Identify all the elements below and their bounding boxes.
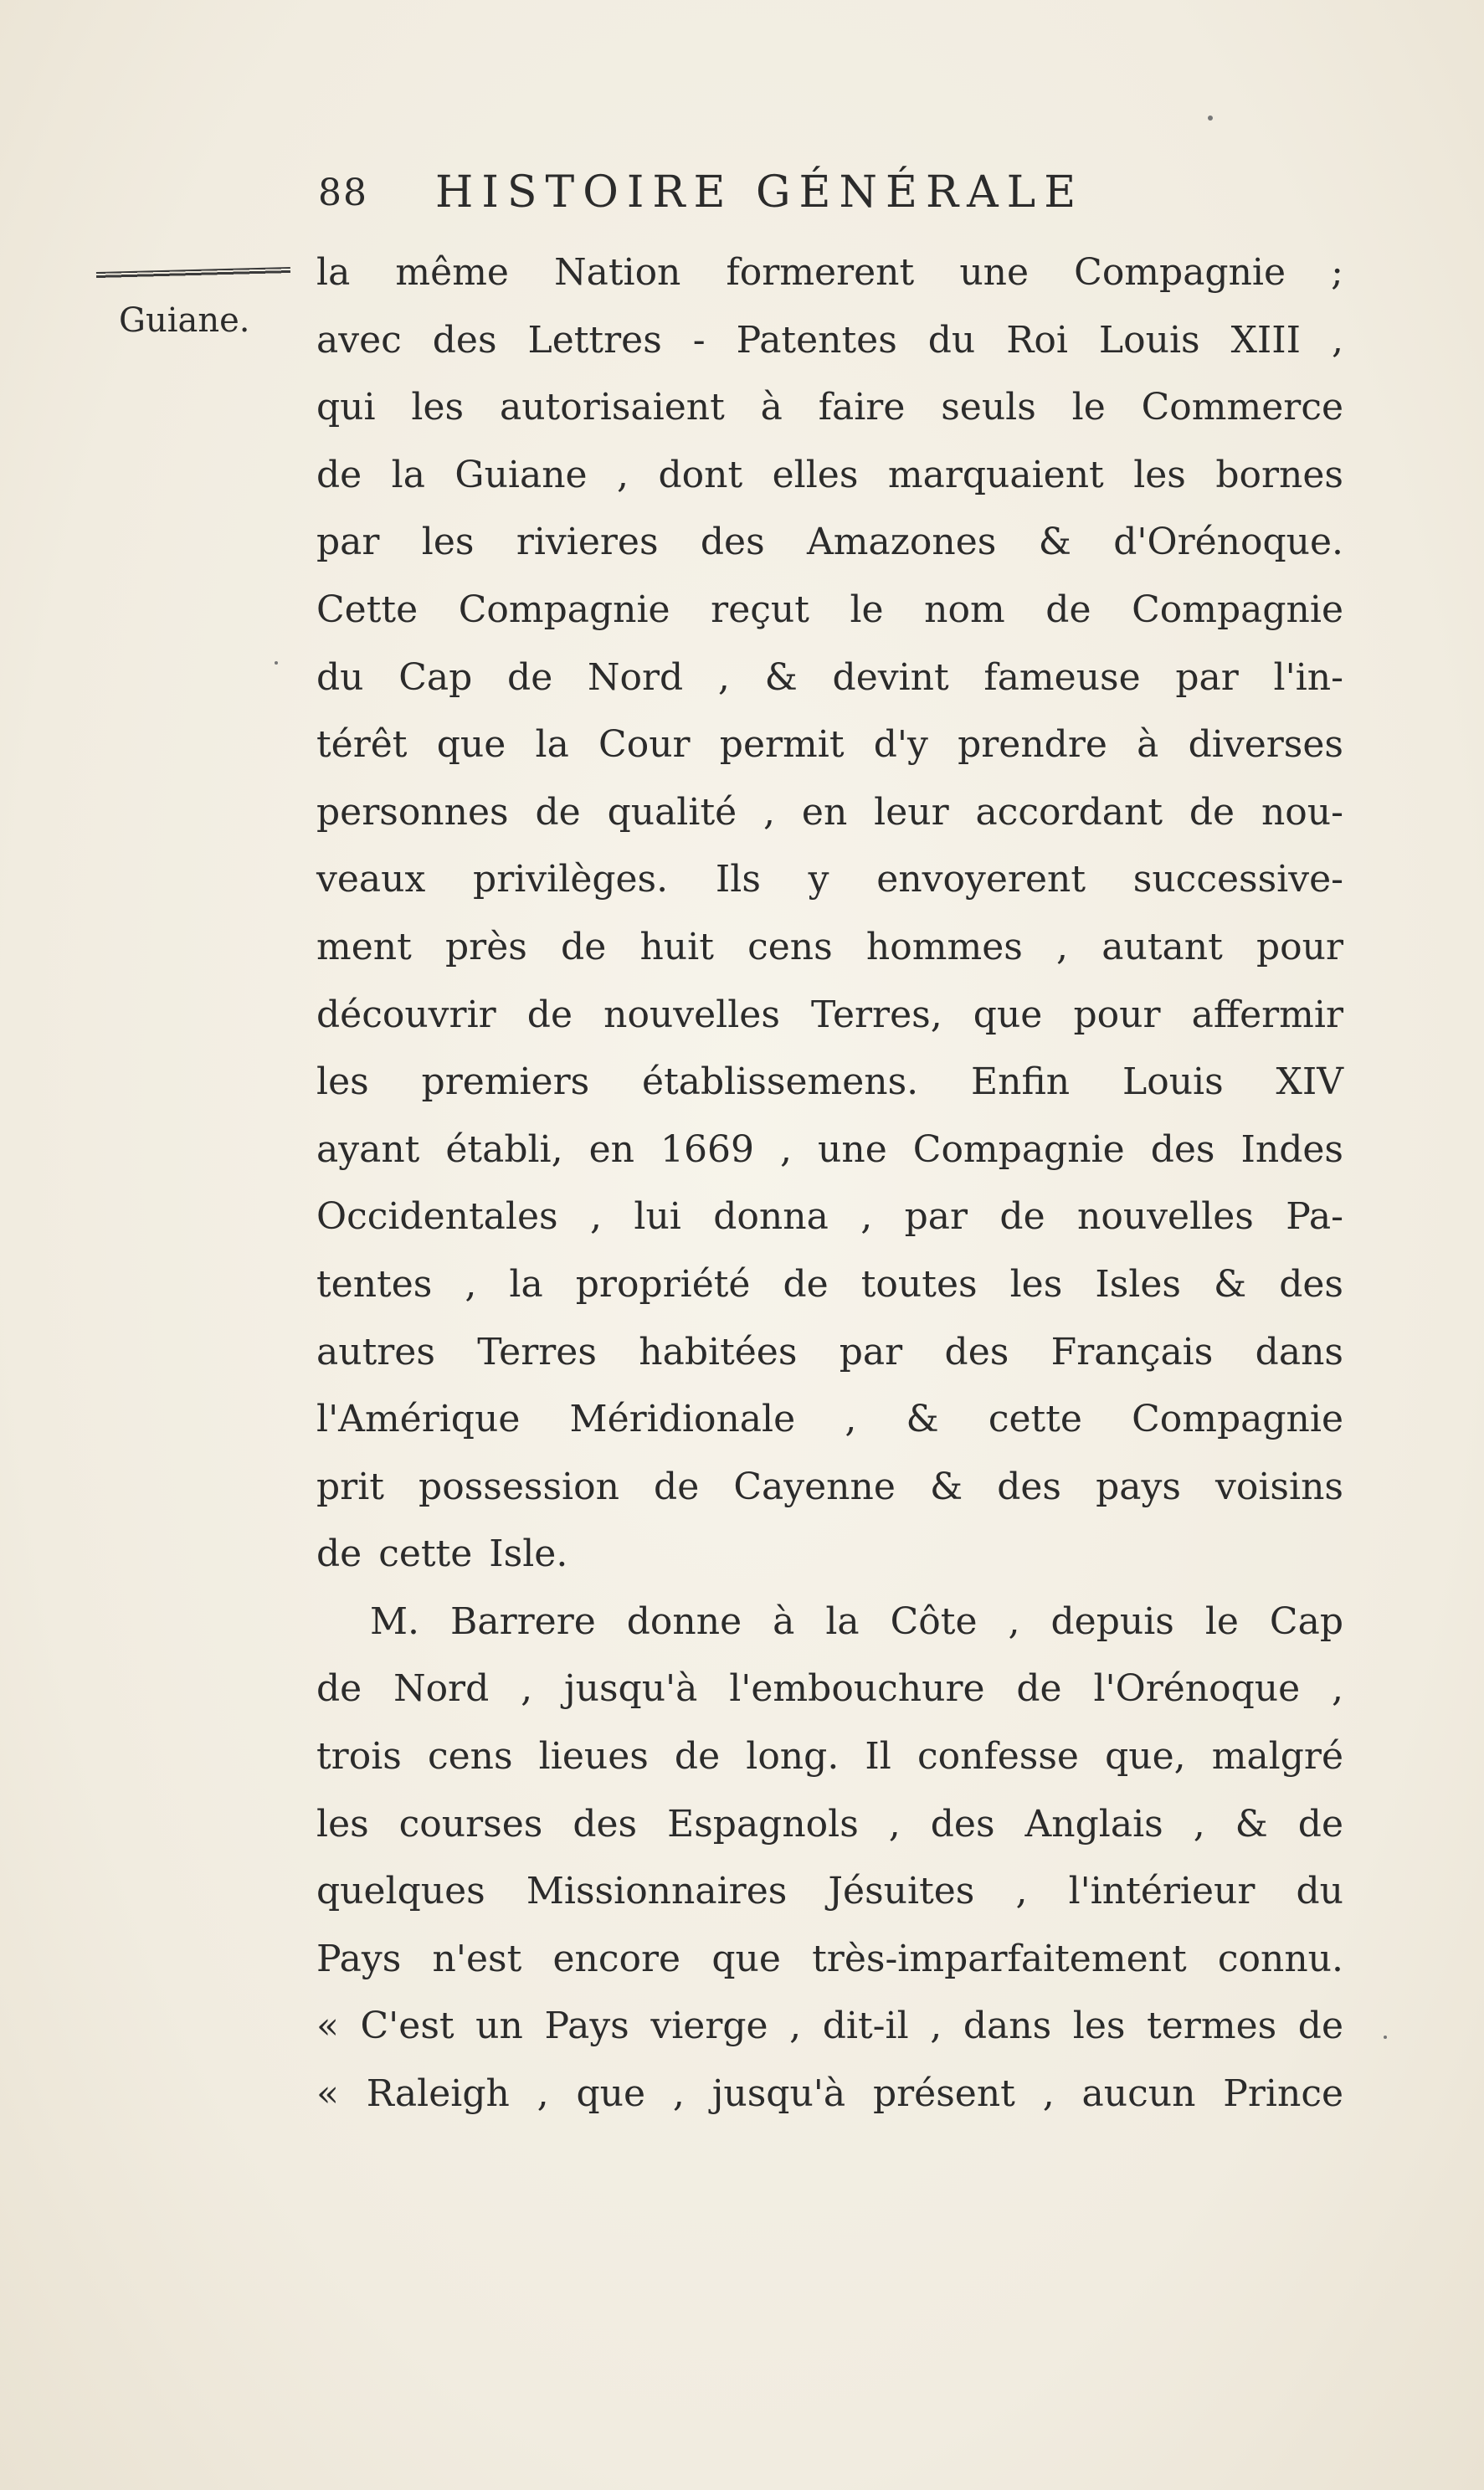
paper-speck — [1384, 2036, 1387, 2039]
text-line: découvrir de nouvelles Terres, que pour affermir — [316, 993, 1343, 1036]
text-line: trois cens lieues de long. Il confesse que, malgré — [316, 1735, 1343, 1779]
text-line: térêt que la Cour permit d'y prendre à diverses — [316, 723, 1343, 767]
text-line: autres Terres habitées par des Français dans — [316, 1330, 1343, 1373]
text-line: veaux privilèges. Ils y envoyerent successive- — [316, 858, 1343, 901]
text-line: « Raleigh , que , jusqu'à présent , aucun Prince — [316, 2072, 1343, 2116]
text-line: la même Nation formerent une Compagnie ; — [316, 251, 1343, 294]
text-line: ment près de huit cens hommes , autant pour — [316, 925, 1343, 968]
text-line: Occidentales , lui donna , par de nouvelles Pa- — [316, 1195, 1343, 1239]
margin-note: Guiane. — [119, 301, 250, 340]
text-line: « C'est un Pays vierge , dit-il , dans les termes de — [316, 2005, 1343, 2048]
paper-speck — [275, 661, 278, 665]
page-number: 88 — [318, 171, 368, 214]
body-text — [316, 239, 1343, 2128]
text-line: de la Guiane , dont elles marquaient les bornes — [316, 453, 1343, 496]
text-line: ayant établi, en 1669 , une Compagnie des Indes — [316, 1127, 1343, 1171]
page-header — [318, 163, 1239, 222]
text-line: qui les autorisaient à faire seuls le Commerce — [316, 386, 1343, 429]
paragraph-start-line: M. Barrere donne à la Côte , depuis le Cap — [370, 1599, 1343, 1643]
text-line: Cette Compagnie reçut le nom de Compagnie — [316, 588, 1343, 631]
text-line: les premiers établissemens. Enfin Louis XIV — [316, 1060, 1343, 1104]
text-line: avec des Lettres - Patentes du Roi Louis XIII , — [316, 318, 1343, 362]
paper-speck — [1208, 116, 1213, 121]
text-line: l'Amérique Méridionale , & cette Compagnie — [316, 1398, 1343, 1441]
text-line: quelques Missionnaires Jésuites , l'intérieur du — [316, 1870, 1343, 1913]
text-line: les courses des Espagnols , des Anglais , & de — [316, 1802, 1343, 1846]
text-line: du Cap de Nord , & devint fameuse par l'in- — [316, 655, 1343, 699]
text-line: de cette Isle. — [316, 1533, 568, 1576]
text-line: prit possession de Cayenne & des pays voisins — [316, 1465, 1343, 1508]
running-head: HISTOIRE GÉNÉRALE — [435, 167, 1085, 218]
text-line: personnes de qualité , en leur accordant de nou- — [316, 790, 1343, 834]
text-line: de Nord , jusqu'à l'embouchure de l'Orénoque , — [316, 1667, 1343, 1711]
text-line: par les rivieres des Amazones & d'Orénoque. — [316, 521, 1343, 564]
text-line: tentes , la propriété de toutes les Isles & des — [316, 1262, 1343, 1306]
text-line: Pays n'est encore que très-imparfaitement connu. — [316, 1937, 1343, 1980]
